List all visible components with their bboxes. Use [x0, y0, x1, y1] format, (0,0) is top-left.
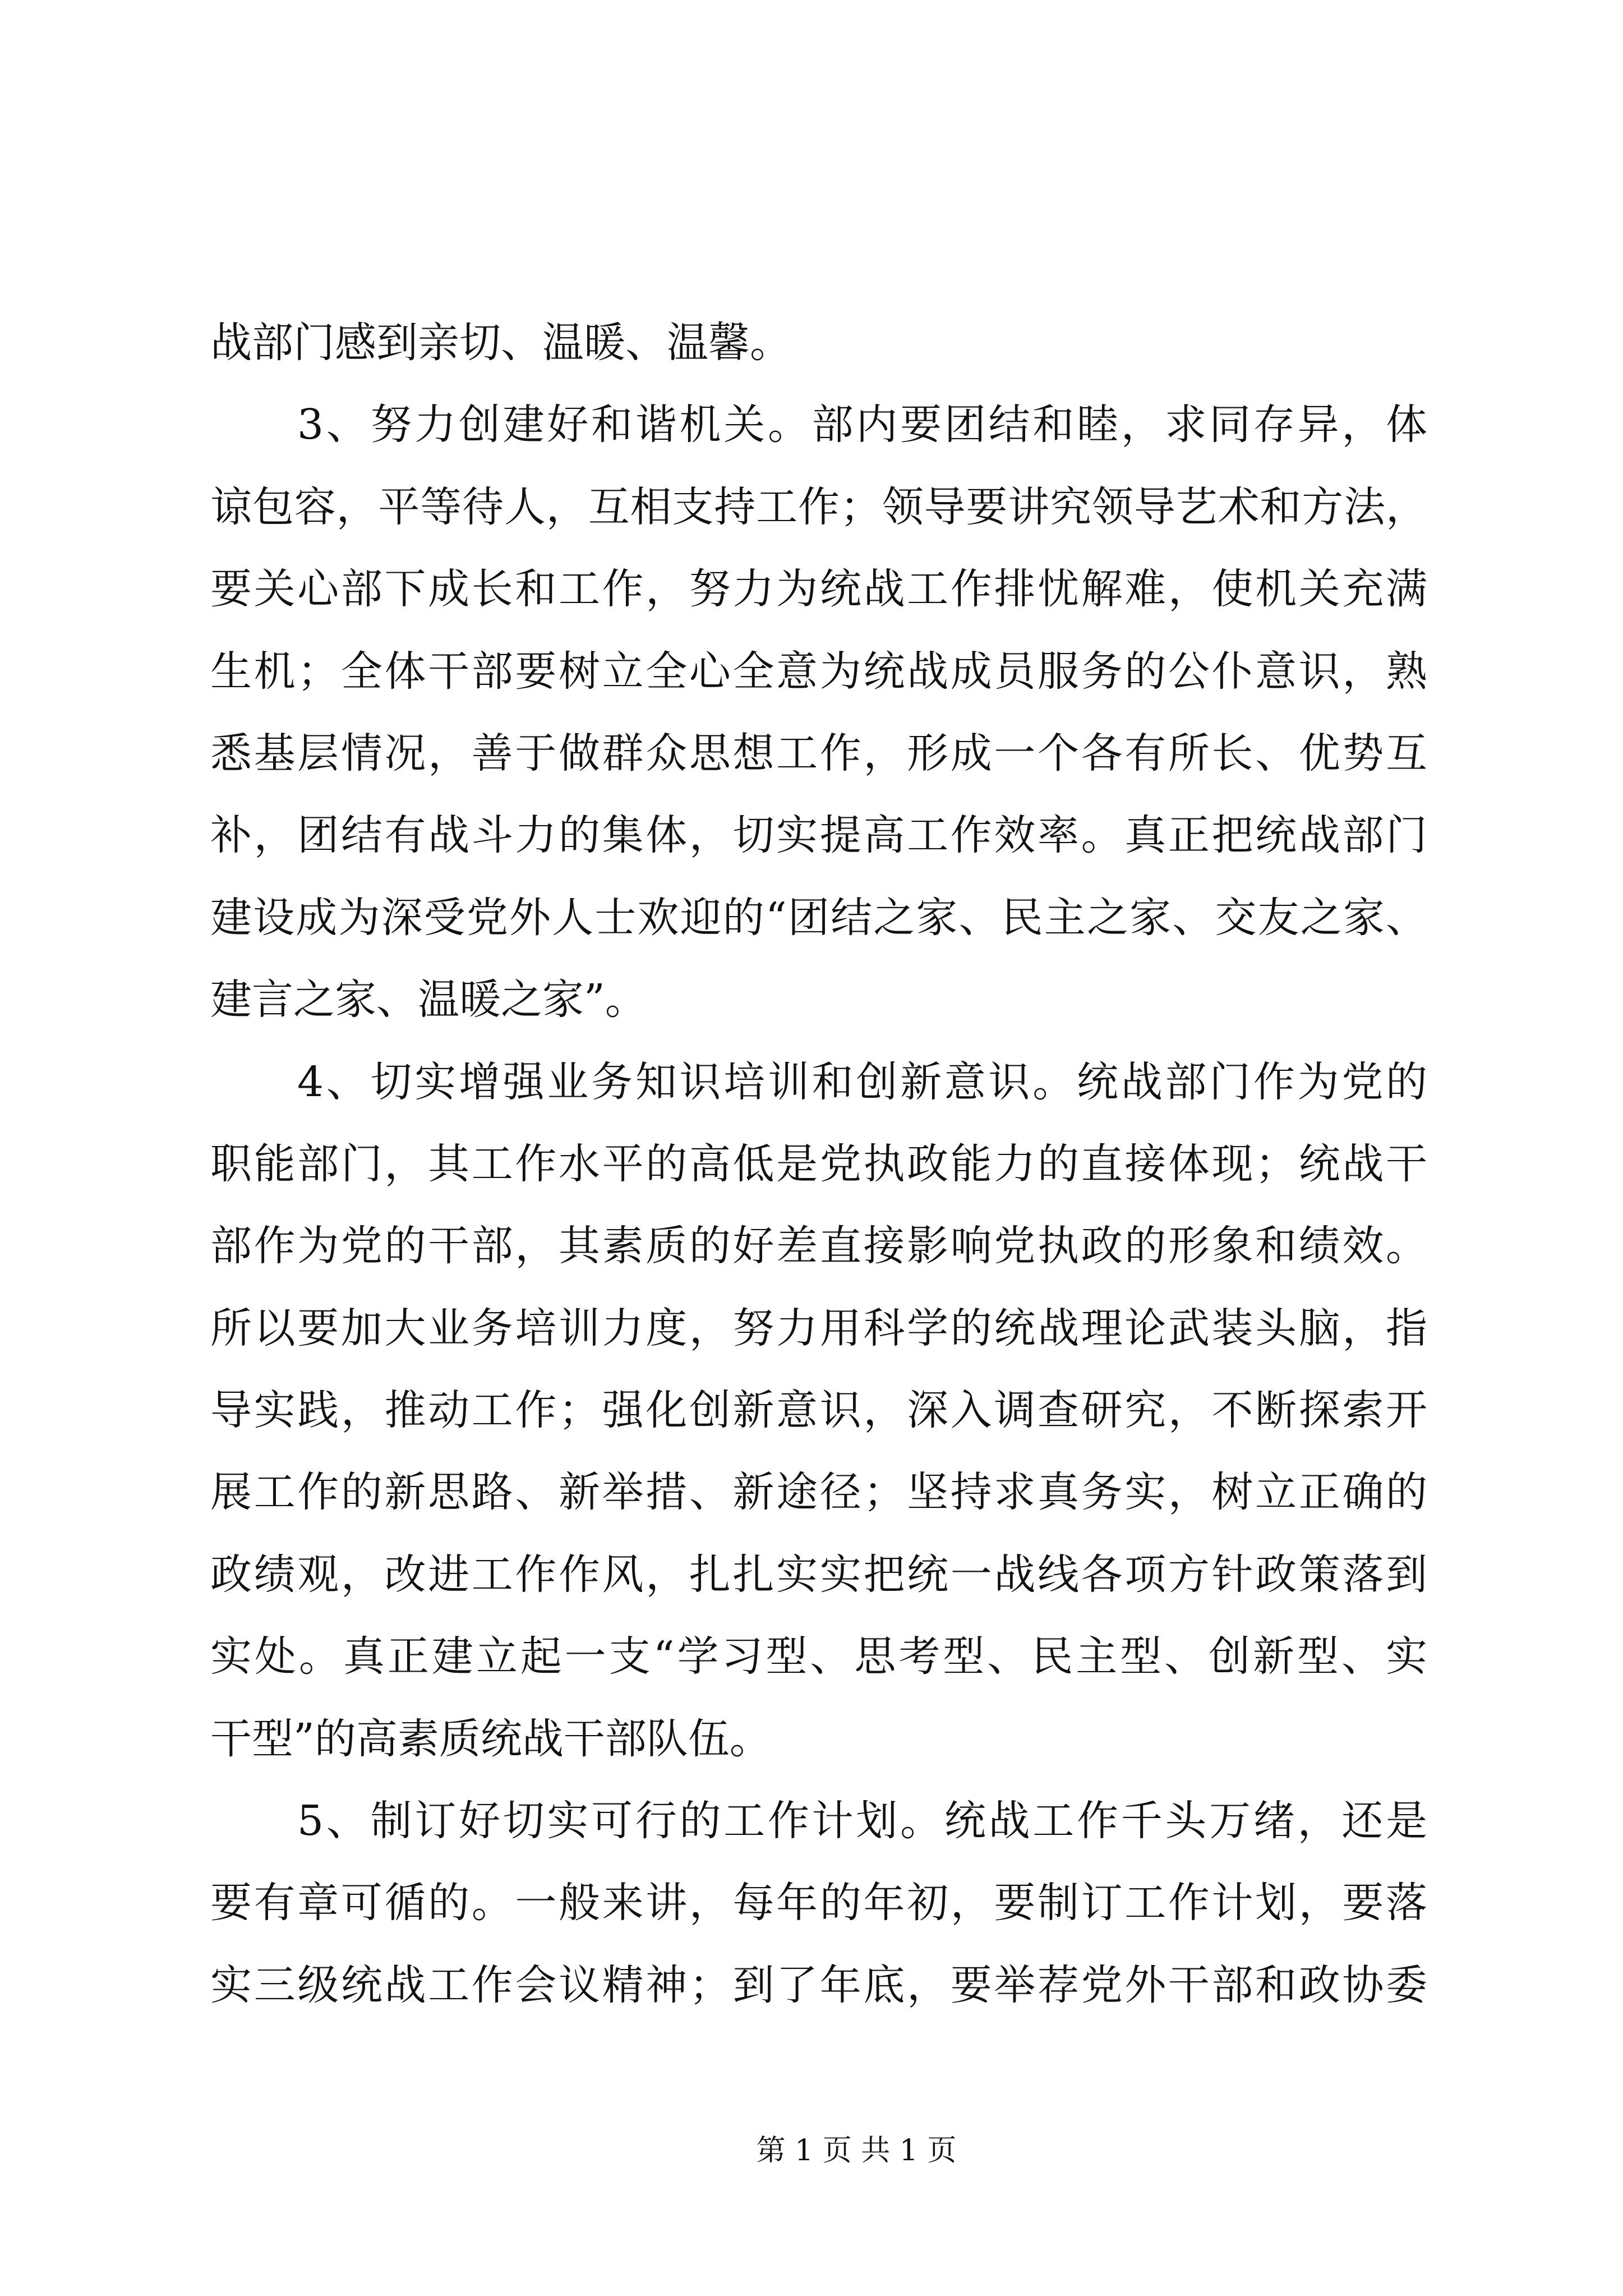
page-footer: 第 1 页 共 1 页 [756, 2134, 957, 2168]
text-line: 战部门感到亲切、温暖、温馨。 [210, 319, 791, 367]
text-line: 补，团结有战斗力的集体，切实提高工作效率。真正把统战部门 [210, 811, 1427, 860]
document-body [210, 302, 1427, 2026]
paragraph [210, 384, 1427, 1041]
text-line: 谅包容，平等待人，互相支持工作；领导要讲究领导艺术和方法， [210, 482, 1427, 531]
text-line: 干型”的高素质统战干部队伍。 [210, 1714, 771, 1763]
text-line: 实处。真正建立起一支“学习型、思考型、民主型、创新型、实 [210, 1632, 1427, 1681]
text-line: 5、制订好切实可行的工作计划。统战工作千头万绪，还是 [297, 1797, 1427, 1846]
text-line: 生机；全体干部要树立全心全意为统战成员服务的公仆意识，熟 [210, 647, 1427, 696]
text-line: 3、努力创建好和谐机关。部内要团结和睦，求同存异，体 [297, 401, 1427, 449]
text-line: 部作为党的干部，其素质的好差直接影响党执政的形象和绩效。 [210, 1222, 1427, 1271]
text-line: 要有章可循的。一般来讲，每年的年初，要制订工作计划，要落 [210, 1879, 1427, 1927]
text-line: 所以要加大业务培训力度，努力用科学的统战理论武装头脑，指 [210, 1304, 1427, 1352]
text-line: 实三级统战工作会议精神；到了年底，要举荐党外干部和政协委 [210, 1961, 1427, 2009]
text-line: 建言之家、温暖之家”。 [210, 976, 647, 1024]
text-line: 建设成为深受党外人士欢迎的“团结之家、民主之家、交友之家、 [210, 893, 1427, 942]
text-line: 政绩观，改进工作作风，扎扎实实把统一战线各项方针政策落到 [210, 1550, 1427, 1599]
text-line: 要关心部下成长和工作，努力为统战工作排忧解难，使机关充满 [210, 565, 1427, 614]
text-line: 展工作的新思路、新举措、新途径；坚持求真务实，树立正确的 [210, 1468, 1427, 1517]
paragraph [210, 302, 1427, 384]
text-line: 悉基层情况，善于做群众思想工作，形成一个各有所长、优势互 [210, 729, 1427, 777]
text-line: 职能部门，其工作水平的高低是党执政能力的直接体现；统战干 [210, 1139, 1427, 1188]
text-line: 导实践，推动工作；强化创新意识，深入调查研究，不断探索开 [210, 1386, 1427, 1435]
text-line: 4、切实增强业务知识培训和创新意识。统战部门作为党的 [297, 1057, 1427, 1106]
paragraph [210, 1041, 1427, 1780]
paragraph [210, 1780, 1427, 2026]
